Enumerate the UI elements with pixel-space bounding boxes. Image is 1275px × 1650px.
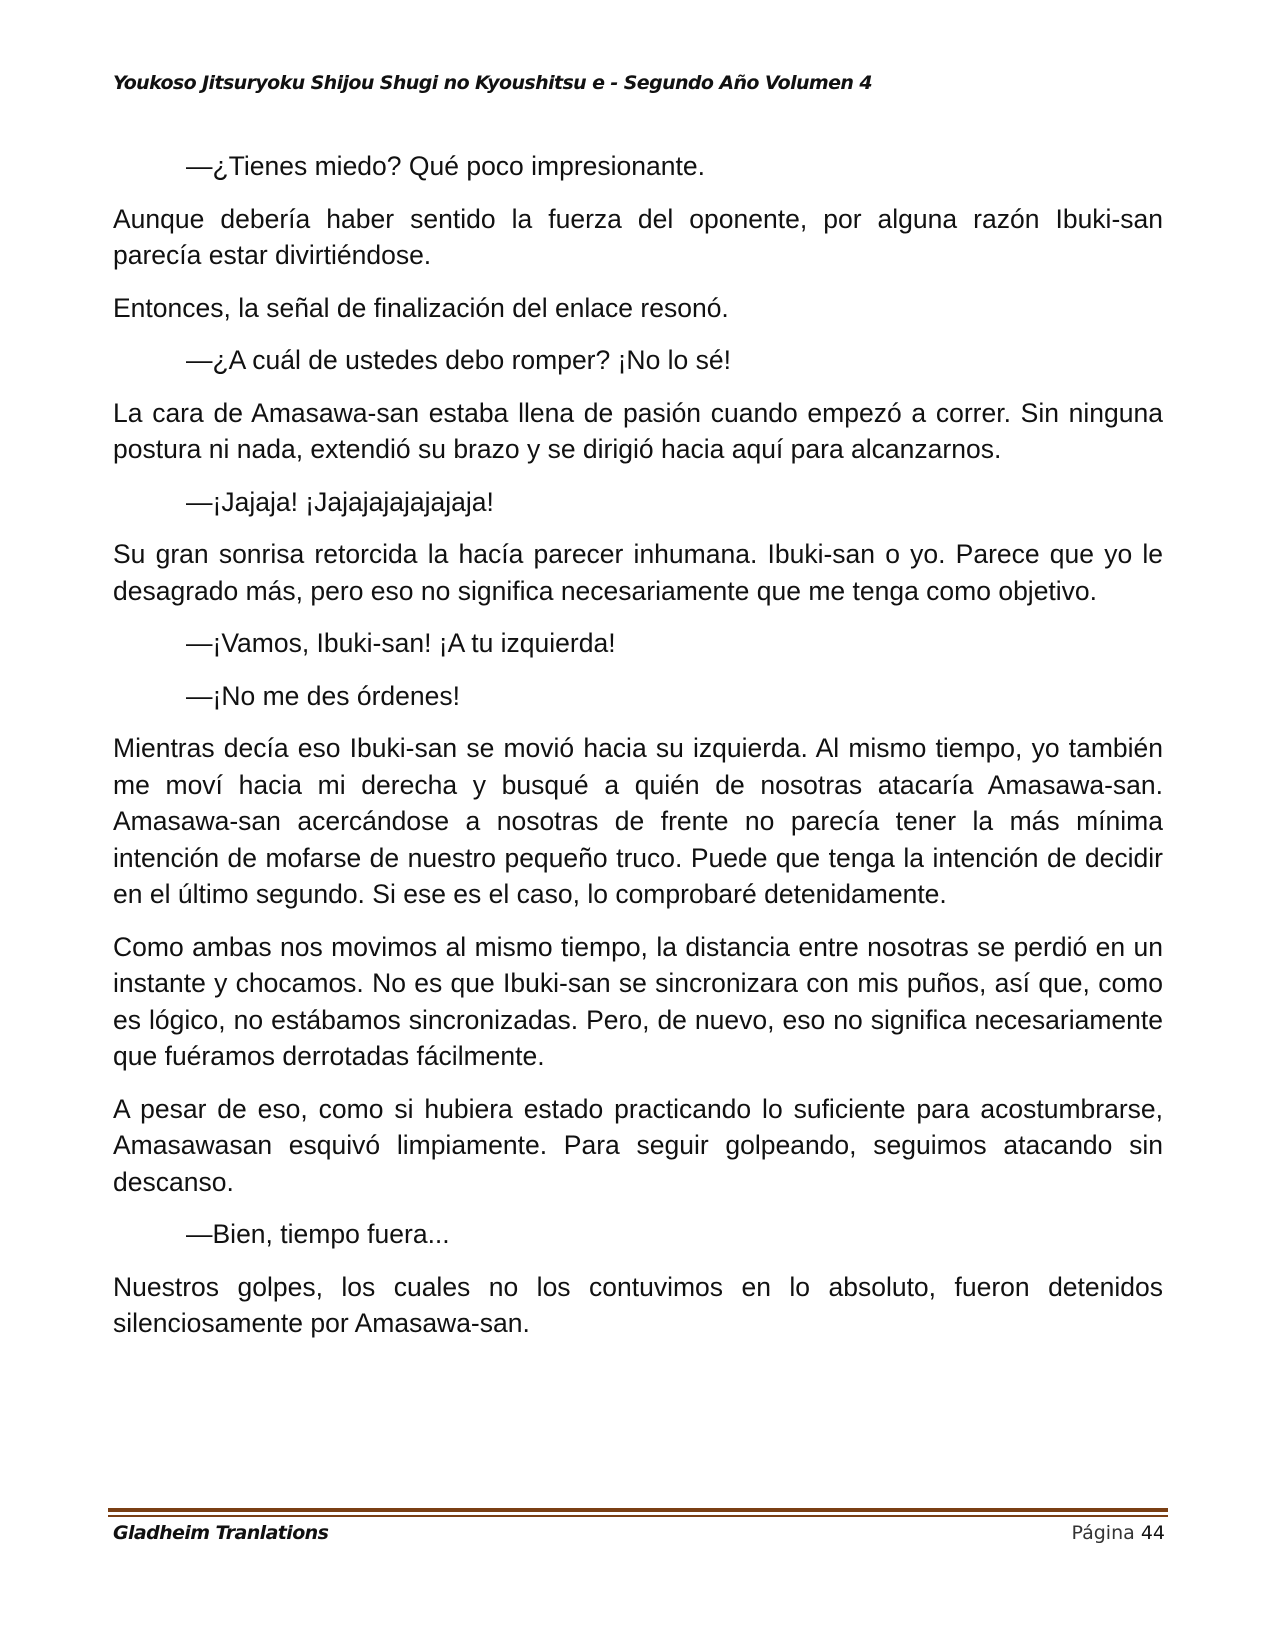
- paragraph: Su gran sonrisa retorcida la hacía parecer inhumana. Ibuki-san o yo. Parece que yo le desagrado más, pero eso no significa necesariamente que me tenga como objetivo.: [113, 539, 1163, 606]
- paragraph-dialogue: —¡Jajaja! ¡Jajajajajajajaja!: [186, 486, 494, 517]
- paragraph: La cara de Amasawa-san estaba llena de pasión cuando empezó a correr. Sin ninguna postura ni nada, extendió su brazo y se dirigió hacia aquí para alcanzarnos.: [113, 397, 1163, 464]
- paragraph-dialogue: —Bien, tiempo fuera...: [186, 1219, 450, 1249]
- paragraph: Mientras decía eso Ibuki-san se movió hacia su izquierda. Al mismo tiempo, yo también me moví hacia mi derecha y busqué a quién de nosotras atacaría Amasawa-san. Amasawa-san acercándose a nosotras de frente no parecía tener la más mínima intención de mofarse de nuestro pequeño truco. Puede que tenga la intención de decidir en el último segundo. Si ese es el caso, lo comprobaré detenidamente.: [113, 733, 1163, 909]
- paragraph-dialogue: —¿A cuál de ustedes debo romper? ¡No lo sé!: [186, 345, 732, 375]
- page-number: 44: [1140, 1522, 1165, 1544]
- paragraph: Entonces, la señal de finalización del enlace resonó.: [113, 292, 729, 323]
- page-number-block: [1071, 1522, 1165, 1544]
- paragraph: Aunque debería haber sentido la fuerza del oponente, por alguna razón Ibuki-san parecía estar divirtiéndose.: [113, 203, 1163, 270]
- page-body: [113, 148, 1163, 1358]
- paragraph-dialogue: —¡Vamos, Ibuki-san! ¡A tu izquierda!: [186, 628, 616, 658]
- running-header: Youkoso Jitsuryoku Shijou Shugi no Kyoushitsu e - Segundo Año Volumen 4: [113, 72, 872, 94]
- paragraph-dialogue: —¿Tienes miedo? Qué poco impresionante.: [186, 151, 705, 181]
- footer-divider-thin: [108, 1515, 1168, 1517]
- footer-publisher: Gladheim Tranlations: [113, 1522, 329, 1544]
- page-label: Página: [1071, 1522, 1135, 1544]
- paragraph-dialogue: —¡No me des órdenes!: [186, 680, 460, 711]
- footer-divider-thick: [108, 1508, 1168, 1512]
- paragraph: Como ambas nos movimos al mismo tiempo, la distancia entre nosotras se perdió en un instante y chocamos. No es que Ibuki-san se sincronizara con mis puños, así que, como es lógico, no estábamos sincronizadas. Pero, de nuevo, eso no significa necesariamente que fuéramos derrotadas fácilmente.: [113, 931, 1163, 1071]
- footer-divider: [108, 1508, 1168, 1518]
- paragraph: Nuestros golpes, los cuales no los contuvimos en lo absoluto, fueron detenidos silenciosamente por Amasawa-san.: [113, 1271, 1163, 1338]
- paragraph: A pesar de eso, como si hubiera estado practicando lo suficiente para acostumbrarse, Amasawasan esquivó limpiamente. Para seguir golpeando, seguimos atacando sin descanso.: [113, 1093, 1163, 1197]
